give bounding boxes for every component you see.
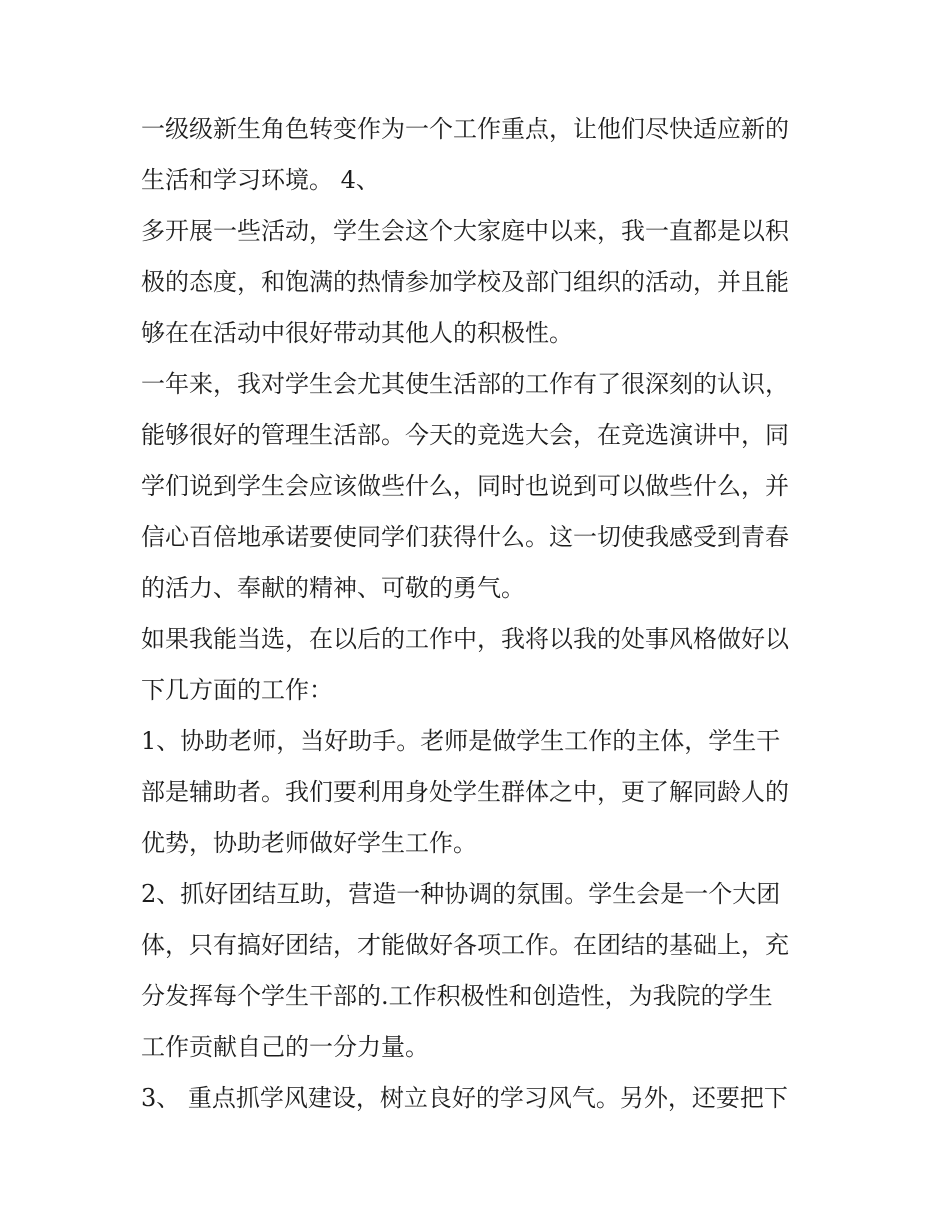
document-body: [141, 104, 813, 1124]
text-line-6: 一年来，我对学生会尤其使生活部的工作有了很深刻的认识，: [141, 370, 789, 398]
text-line-2: 生活和学习环境。 4、: [141, 166, 380, 194]
text-line-7: 能够很好的管理生活部。今天的竞选大会，在竞选演讲中，同: [141, 421, 789, 449]
text-line-1: 一级级新生角色转变作为一个工作重点，让他们尽快适应新的: [141, 115, 789, 143]
text-line-18: 分发挥每个学生干部的.工作积极性和创造性，为我院的学生: [141, 982, 773, 1010]
text-line-5: 够在在活动中很好带动其他人的积极性。: [141, 319, 573, 347]
text-line-19: 工作贡献自己的一分力量。: [141, 1033, 429, 1061]
text-line-13: 1、协助老师，当好助手。老师是做学生工作的主体，学生干: [141, 727, 781, 755]
text-line-12: 下几方面的工作：: [141, 676, 333, 704]
text-line-17: 体，只有搞好团结，才能做好各项工作。在团结的基础上，充: [141, 931, 789, 959]
text-line-3: 多开展一些活动，学生会这个大家庭中以来，我一直都是以积: [141, 217, 789, 245]
text-line-14: 部是辅助者。我们要利用身处学生群体之中，更了解同龄人的: [141, 778, 789, 806]
text-line-8: 学们说到学生会应该做些什么，同时也说到可以做些什么，并: [141, 472, 789, 500]
text-line-4: 极的态度，和饱满的热情参加学校及部门组织的活动，并且能: [141, 268, 789, 296]
text-line-15: 优势，协助老师做好学生工作。: [141, 829, 477, 857]
text-line-20: 3、 重点抓学风建设，树立良好的学习风气。另外，还要把下: [141, 1084, 788, 1112]
text-line-10: 的活力、奉献的精神、可敬的勇气。: [141, 574, 525, 602]
text-line-11: 如果我能当选，在以后的工作中，我将以我的处事风格做好以: [141, 625, 789, 653]
text-line-16: 2、抓好团结互助，营造一种协调的氛围。学生会是一个大团: [141, 880, 781, 908]
text-line-9: 信心百倍地承诺要使同学们获得什么。这一切使我感受到青春: [141, 523, 789, 551]
